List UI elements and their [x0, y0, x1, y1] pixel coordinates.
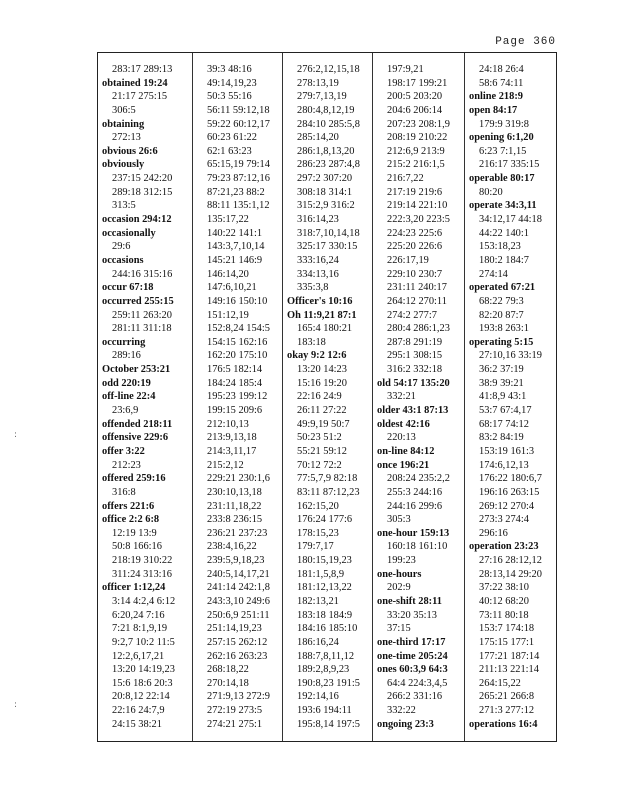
index-reference-line: 255:3 244:16: [387, 486, 443, 498]
index-term-line: obtained 19:24: [102, 77, 168, 89]
index-reference-line: 176:5 182:14: [207, 364, 263, 376]
index-reference-line: 311:24 313:16: [112, 568, 172, 580]
index-reference-line: 207:23 208:1,9: [387, 118, 450, 130]
index-reference-line: 24:18 26:4: [479, 64, 524, 75]
index-reference-line: 68:22 79:3: [479, 295, 524, 307]
index-reference-line: 208:24 235:2,2: [387, 473, 450, 485]
index-reference-line: 289:16: [112, 350, 141, 362]
index-reference-line: 274:14: [479, 268, 508, 280]
index-reference-line: 27:16 28:12,12: [479, 555, 542, 567]
index-column-4: [373, 53, 465, 741]
index-term-line: older 43:1 87:13: [377, 405, 449, 417]
index-term-line: offensive 229:6: [102, 432, 169, 444]
index-reference-line: 315:2,9 316:2: [297, 200, 355, 212]
index-reference-line: 217:19 219:6: [387, 186, 443, 198]
index-reference-line: 308:18 314:1: [297, 186, 353, 198]
index-reference-line: 296:16: [479, 527, 508, 539]
index-reference-line: 37:22 38:10: [479, 582, 529, 594]
margin-mark: :: [14, 430, 18, 440]
index-term-line: operable 80:17: [469, 173, 535, 185]
index-reference-line: 215:2,12: [207, 459, 244, 471]
index-term-line: office 2:2 6:8: [102, 514, 160, 526]
index-reference-line: 264:12 270:11: [387, 295, 447, 307]
index-reference-line: 195:23 199:12: [207, 391, 268, 403]
index-reference-line: 34:12,17 44:18: [479, 214, 542, 226]
index-reference-line: 184:16 185:10: [297, 623, 358, 635]
index-reference-line: 266:2 331:16: [387, 691, 443, 703]
index-term-line: obviously: [102, 159, 145, 171]
index-reference-line: 181:1,5,8,9: [297, 568, 345, 580]
index-reference-line: 225:20 226:6: [387, 241, 443, 253]
index-reference-line: 183:18 184:9: [297, 609, 353, 621]
index-reference-line: 176:24 177:6: [297, 514, 353, 526]
index-term-line: occasionally: [102, 227, 156, 239]
index-term-line: offered 259:16: [102, 473, 166, 485]
index-reference-line: 222:3,20 223:5: [387, 214, 450, 226]
index-reference-line: 220:13: [387, 432, 416, 444]
index-reference-line: 77:5,7,9 82:18: [297, 473, 358, 485]
index-reference-line: 56:11 59:12,18: [207, 104, 270, 116]
margin-mark: :: [14, 700, 18, 710]
index-column-2: [193, 53, 283, 741]
index-reference-line: 286:23 287:4,8: [297, 159, 360, 171]
index-reference-line: 176:22 180:6,7: [479, 473, 542, 485]
index-reference-line: 265:21 266:8: [479, 691, 535, 703]
index-term-line: once 196:21: [377, 459, 430, 471]
index-reference-line: 160:18 161:10: [387, 541, 448, 553]
index-term-line: old 54:17 135:20: [377, 377, 450, 389]
index-reference-line: 82:20 87:7: [479, 309, 524, 321]
index-reference-line: 283:17 289:13: [112, 64, 173, 75]
index-reference-line: 325:17 330:15: [297, 241, 358, 253]
index-reference-line: 26:11 27:22: [297, 405, 347, 417]
index-term-line: ongoing 23:3: [377, 718, 434, 730]
index-reference-line: 28:13,14 29:20: [479, 568, 542, 580]
index-reference-line: 152:8,24 154:5: [207, 323, 270, 335]
index-reference-line: 216:7,22: [387, 173, 424, 185]
index-term-line: operate 34:3,11: [469, 200, 537, 212]
index-reference-line: 153:7 174:18: [479, 623, 535, 635]
index-reference-line: 231:11 240:17: [387, 282, 447, 294]
index-reference-line: 280:4,8,12,19: [297, 104, 355, 116]
index-reference-line: 295:1 308:15: [387, 350, 443, 362]
index-reference-line: 219:14 221:10: [387, 200, 448, 212]
index-reference-line: 147:6,10,21: [207, 282, 257, 294]
index-column-3: [283, 53, 373, 741]
index-reference-line: 332:22: [387, 705, 416, 717]
index-reference-line: 22:16 24:7,9: [112, 705, 165, 717]
index-term-line: operated 67:21: [469, 282, 536, 294]
index-reference-line: 240:5,14,17,21: [207, 568, 270, 580]
index-reference-line: 49:14,19,23: [207, 77, 257, 89]
index-term-line: obtaining: [102, 118, 145, 130]
index-reference-line: 55:21 59:12: [297, 445, 347, 457]
index-reference-line: 50:8 166:16: [112, 541, 162, 553]
index-reference-line: 60:23 61:22: [207, 132, 257, 144]
index-reference-line: 215:2 216:1,5: [387, 159, 445, 171]
index-term-line: October 253:21: [102, 364, 171, 376]
index-reference-line: 318:7,10,14,18: [297, 227, 360, 239]
index-term-line: officer 1:12,24: [102, 582, 166, 594]
index-reference-line: 286:1,8,13,20: [297, 145, 355, 157]
index-reference-line: 212:10,13: [207, 418, 249, 430]
index-reference-line: 23:6,9: [112, 405, 139, 417]
index-reference-line: 189:2,8,9,23: [297, 664, 350, 676]
index-reference-line: 6:23 7:1,15: [479, 145, 527, 157]
index-reference-line: 268:18,22: [207, 664, 249, 676]
index-reference-line: 274:21 275:1: [207, 718, 263, 730]
index-reference-line: 238:4,16,22: [207, 541, 257, 553]
index-reference-line: 239:5,9,18,23: [207, 555, 265, 567]
index-reference-line: 9:2,7 10:2 11:5: [112, 636, 175, 648]
index-term-line: occasion 294:12: [102, 214, 172, 226]
index-reference-line: 13:20 14:19,23: [112, 664, 175, 676]
index-reference-line: 212:6,9 213:9: [387, 145, 445, 157]
index-reference-line: 153:19 161:3: [479, 445, 535, 457]
index-reference-line: 146:14,20: [207, 268, 249, 280]
index-term-line: one-time 205:24: [377, 650, 448, 662]
index-term-line: online 218:9: [469, 91, 523, 103]
index-reference-line: 274:2 277:7: [387, 309, 437, 321]
index-reference-line: 284:10 285:5,8: [297, 118, 360, 130]
index-reference-line: 250:6,9 251:11: [207, 609, 270, 621]
index-reference-line: 39:3 48:16: [207, 64, 252, 75]
index-reference-line: 297:2 307:20: [297, 173, 353, 185]
index-reference-line: 68:17 74:12: [479, 418, 529, 430]
index-reference-line: 316:2 332:18: [387, 364, 443, 376]
index-reference-line: 208:19 210:22: [387, 132, 448, 144]
index-reference-line: 316:14,23: [297, 214, 339, 226]
index-reference-line: 334:13,16: [297, 268, 339, 280]
index-reference-line: 236:21 237:23: [207, 527, 268, 539]
index-reference-line: 285:14,20: [297, 132, 339, 144]
index-reference-line: 53:7 67:4,17: [479, 405, 532, 417]
index-reference-line: 335:3,8: [297, 282, 329, 294]
index-reference-line: 24:15 38:21: [112, 718, 162, 730]
index-reference-line: 313:5: [112, 200, 136, 212]
index-reference-line: 79:23 87:12,16: [207, 173, 270, 185]
index-term-line: operating 5:15: [469, 336, 534, 348]
index-reference-line: 178:15,23: [297, 527, 339, 539]
index-term-line: offer 3:22: [102, 445, 145, 457]
index-reference-line: 193:6 194:11: [297, 705, 352, 717]
index-reference-line: 175:15 177:1: [479, 636, 535, 648]
index-term-line: one-shift 28:11: [377, 595, 442, 607]
index-column-1: [98, 53, 193, 741]
index-reference-line: 287:8 291:19: [387, 336, 443, 348]
index-reference-line: 214:3,11,17: [207, 445, 257, 457]
index-reference-line: 41:8,9 43:1: [479, 391, 527, 403]
index-reference-line: 44:22 140:1: [479, 227, 529, 239]
index-reference-line: 22:16 24:9: [297, 391, 342, 403]
index-reference-line: 174:6,12,13: [479, 459, 529, 471]
index-reference-line: 192:14,16: [297, 691, 339, 703]
index-reference-line: 65:15,19 79:14: [207, 159, 270, 171]
index-term-line: okay 9:2 12:6: [287, 350, 347, 362]
index-reference-line: 181:12,13,22: [297, 582, 352, 594]
index-reference-line: 50:3 55:16: [207, 91, 252, 103]
index-reference-line: 241:14 242:1,8: [207, 582, 270, 594]
index-reference-line: 15:16 19:20: [297, 377, 347, 389]
index-reference-line: 259:11 263:20: [112, 309, 172, 321]
index-reference-line: 50:23 51:2: [297, 432, 342, 444]
index-reference-line: 230:10,13,18: [207, 486, 262, 498]
index-reference-line: 58:6 74:11: [479, 77, 524, 89]
index-reference-line: 7:21 8:1,9,19: [112, 623, 168, 635]
index-reference-line: 62:1 63:23: [207, 145, 252, 157]
index-reference-line: 33:20 35:13: [387, 609, 437, 621]
index-reference-line: 229:10 230:7: [387, 268, 443, 280]
index-reference-line: 180:15,19,23: [297, 555, 352, 567]
index-reference-line: 195:8,14 197:5: [297, 718, 360, 730]
index-reference-line: 269:12 270:4: [479, 500, 535, 512]
index-reference-line: 196:16 263:15: [479, 486, 540, 498]
index-reference-line: 224:23 225:6: [387, 227, 443, 239]
index-reference-line: 193:8 263:1: [479, 323, 529, 335]
index-reference-line: 211:13 221:14: [479, 664, 539, 676]
page-number-label: Page 360: [495, 36, 556, 48]
index-column-5: [465, 53, 556, 741]
index-reference-line: 233:8 236:15: [207, 514, 263, 526]
index-reference-line: 199:15 209:6: [207, 405, 263, 417]
index-reference-line: 231:11,18,22: [207, 500, 262, 512]
index-reference-line: 280:4 286:1,23: [387, 323, 450, 335]
index-reference-line: 3:14 4:2,4 6:12: [112, 595, 176, 607]
index-reference-line: 37:15: [387, 623, 411, 635]
index-reference-line: 21:17 275:15: [112, 91, 168, 103]
index-reference-line: 49:9,19 50:7: [297, 418, 350, 430]
index-term-line: offers 221:6: [102, 500, 155, 512]
index-reference-line: 251:14,19,23: [207, 623, 262, 635]
index-reference-line: 70:12 72:2: [297, 459, 342, 471]
index-reference-line: 213:9,13,18: [207, 432, 257, 444]
index-term-line: Oh 11:9,21 87:1: [287, 309, 357, 321]
index-reference-line: 29:6: [112, 241, 131, 253]
index-reference-line: 271:9,13 272:9: [207, 691, 270, 703]
index-reference-line: 186:16,24: [297, 636, 339, 648]
index-term-line: occurred 255:15: [102, 295, 174, 307]
index-term-line: occasions: [102, 254, 144, 266]
index-reference-line: 36:2 37:19: [479, 364, 524, 376]
index-reference-line: 190:8,23 191:5: [297, 677, 360, 689]
index-reference-line: 145:21 146:9: [207, 254, 263, 266]
index-reference-line: 73:11 80:18: [479, 609, 529, 621]
index-reference-line: 273:3 274:4: [479, 514, 529, 526]
index-reference-line: 306:5: [112, 104, 136, 116]
index-reference-line: 180:2 184:7: [479, 254, 529, 266]
index-reference-line: 212:23: [112, 459, 141, 471]
index-reference-line: 333:16,24: [297, 254, 339, 266]
index-term-line: ones 60:3,9 64:3: [377, 664, 448, 676]
index-reference-line: 188:7,8,11,12: [297, 650, 355, 662]
index-reference-line: 153:18,23: [479, 241, 521, 253]
index-reference-line: 12:19 13:9: [112, 527, 157, 539]
index-term-line: on-line 84:12: [377, 445, 435, 457]
index-term-line: oldest 42:16: [377, 418, 430, 430]
index-reference-line: 289:18 312:15: [112, 186, 173, 198]
index-reference-line: 305:3: [387, 514, 411, 526]
index-term-line: one-third 17:17: [377, 636, 446, 648]
index-reference-line: 162:15,20: [297, 500, 339, 512]
index-reference-line: 264:15,22: [479, 677, 521, 689]
index-reference-line: 226:17,19: [387, 254, 429, 266]
index-reference-line: 83:2 84:19: [479, 432, 524, 444]
index-reference-line: 257:15 262:12: [207, 636, 268, 648]
index-reference-line: 59:22 60:12,17: [207, 118, 270, 130]
index-reference-line: 154:15 162:16: [207, 336, 268, 348]
index-reference-line: 88:11 135:1,12: [207, 200, 270, 212]
index-reference-line: 149:16 150:10: [207, 295, 268, 307]
index-reference-line: 27:10,16 33:19: [479, 350, 542, 362]
index-term-line: offended 218:11: [102, 418, 173, 430]
index-term-line: one-hours: [377, 568, 422, 580]
index-reference-line: 216:17 335:15: [479, 159, 540, 171]
index-reference-line: 38:9 39:21: [479, 377, 524, 389]
index-reference-line: 271:3 277:12: [479, 705, 535, 717]
index-reference-line: 262:16 263:23: [207, 650, 268, 662]
index-reference-line: 6:20,24 7:16: [112, 609, 165, 621]
index-reference-line: 279:7,13,19: [297, 91, 347, 103]
index-reference-line: 183:18: [297, 336, 326, 348]
index-reference-line: 177:21 187:14: [479, 650, 540, 662]
index-table: [97, 52, 557, 742]
index-reference-line: 199:23: [387, 555, 416, 567]
index-reference-line: 165:4 180:21: [297, 323, 353, 335]
index-term-line: obvious 26:6: [102, 145, 158, 157]
index-reference-line: 143:3,7,10,14: [207, 241, 265, 253]
index-reference-line: 151:12,19: [207, 309, 249, 321]
index-term-line: Officer's 10:16: [287, 295, 353, 307]
index-reference-line: 20:8,12 22:14: [112, 691, 170, 703]
index-reference-line: 244:16 315:16: [112, 268, 173, 280]
index-reference-line: 12:2,6,17,21: [112, 650, 165, 662]
index-term-line: occurring: [102, 336, 146, 348]
index-term-line: off-line 22:4: [102, 391, 156, 403]
index-reference-line: 270:14,18: [207, 677, 249, 689]
index-reference-line: 140:22 141:1: [207, 227, 263, 239]
index-term-line: odd 220:19: [102, 377, 151, 389]
index-reference-line: 202:9: [387, 582, 411, 594]
index-reference-line: 198:17 199:21: [387, 77, 448, 89]
index-reference-line: 272:13: [112, 132, 141, 144]
index-reference-line: 182:13,21: [297, 595, 339, 607]
index-reference-line: 80:20: [479, 186, 503, 198]
index-term-line: one-hour 159:13: [377, 527, 450, 539]
index-reference-line: 64:4 224:3,4,5: [387, 677, 448, 689]
index-reference-line: 15:6 18:6 20:3: [112, 677, 173, 689]
index-reference-line: 179:7,17: [297, 541, 334, 553]
index-reference-line: 13:20 14:23: [297, 364, 347, 376]
index-reference-line: 316:8: [112, 486, 136, 498]
index-reference-line: 218:19 310:22: [112, 555, 173, 567]
index-reference-line: 276:2,12,15,18: [297, 64, 360, 75]
index-reference-line: 197:9,21: [387, 64, 424, 75]
index-reference-line: 184:24 185:4: [207, 377, 263, 389]
index-reference-line: 200:5 203:20: [387, 91, 443, 103]
index-reference-line: 87:21,23 88:2: [207, 186, 265, 198]
index-reference-line: 332:21: [387, 391, 416, 403]
index-reference-line: 272:19 273:5: [207, 705, 263, 717]
index-reference-line: 162:20 175:10: [207, 350, 268, 362]
index-reference-line: 278:13,19: [297, 77, 339, 89]
index-term-line: operation 23:23: [469, 541, 539, 553]
index-reference-line: 135:17,22: [207, 214, 249, 226]
index-reference-line: 281:11 311:18: [112, 323, 172, 335]
index-term-line: open 84:17: [469, 104, 518, 116]
index-reference-line: 237:15 242:20: [112, 173, 173, 185]
index-reference-line: 40:12 68:20: [479, 595, 529, 607]
index-reference-line: 244:16 299:6: [387, 500, 443, 512]
index-reference-line: 179:9 319:8: [479, 118, 529, 130]
index-term-line: operations 16:4: [469, 718, 538, 730]
index-term-line: occur 67:18: [102, 282, 154, 294]
index-term-line: opening 6:1,20: [469, 132, 534, 144]
index-reference-line: 83:11 87:12,23: [297, 486, 360, 498]
index-reference-line: 243:3,10 249:6: [207, 595, 270, 607]
index-reference-line: 204:6 206:14: [387, 104, 443, 116]
index-reference-line: 229:21 230:1,6: [207, 473, 270, 485]
